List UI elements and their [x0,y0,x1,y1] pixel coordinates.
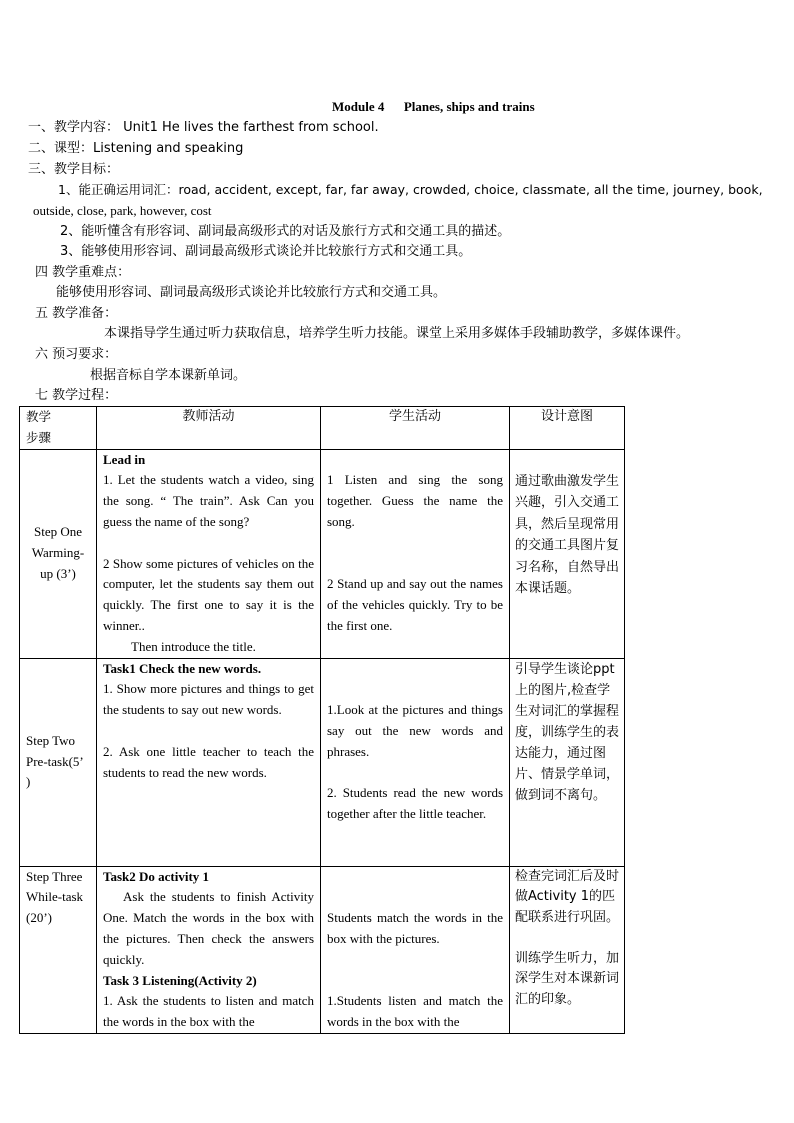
header-purpose: 设计意图 [510,407,625,450]
step-cell: Step Three While-task (20’) [20,866,97,1033]
section-preview-text: 根据音标自学本课新单词。 [90,368,247,383]
goal-1-line-1: 1、能正确运用词汇：road, accident, except, far, far away, crowded, choice, classmate, all the time, journey, book, [58,182,763,197]
section-process-heading: 七 教学过程： [35,388,118,403]
teacher-activity-2: 2. Ask one little teacher to teach the students to read the new words. [103,743,314,780]
section-key-points-heading: 四 教学重难点： [35,265,131,280]
purpose-cell: 通过歌曲激发学生兴趣，引入交通工具，然后呈现常用的交通工具图片复习名称，自然导出本课话题。 [510,449,625,658]
student-activity-2: 2 Stand up and say out the names of the vehicles quickly. Try to be the first one. [327,576,503,633]
module-title: Module 4 Planes, ships and trains [332,99,535,114]
student-activity-1: Students match the words in the box with the pictures. [327,910,503,946]
task-label: Task1 Check the new words. [103,660,262,676]
header-student: 学生活动 [321,407,510,450]
teacher-activity-1: 1. Show more pictures and things to get the students to say out new words. [103,681,314,718]
header-teacher: 教师活动 [97,407,321,450]
teacher-activity-1: Ask the students to finish Activity One. Match the words in the box with the pictures. Then check the answers quickly. [103,889,314,967]
student-cell [321,658,510,866]
section-preview-heading: 六 预习要求： [35,347,118,362]
task-label: Lead in [103,451,146,467]
student-activity-1: 1.Look at the pictures and things say out the new words and phrases. [327,702,503,759]
section-preparation-heading: 五 教学准备： [35,306,118,321]
goal-2: 2、能听懂含有形容词、副词最高级形式的对话及旅行方式和交通工具的描述。 [60,224,511,239]
student-activity-2: 1.Students listen and match the words in the box with the [327,993,503,1030]
teacher-cell [97,449,321,658]
student-activity-2: 2. Students read the new words together after the little teacher. [327,785,503,822]
teacher-activity-3: Then introduce the title. [131,638,256,654]
purpose-text-2: 训练学生听力，加深学生对本课新词汇的印象。 [515,950,620,1007]
table-row [20,658,625,866]
header-step: 教学 步骤 [20,407,97,450]
purpose-cell [510,866,625,1033]
step-cell: Step Two Pre-task(5’ ) [20,658,97,866]
section-key-points-text: 能够使用形容词、副词最高级形式谈论并比较旅行方式和交通工具。 [56,285,447,300]
table-row [20,449,625,658]
task-label: Task2 Do activity 1 [103,868,210,884]
section-content: 一、教学内容： Unit1 He lives the farthest from school. [28,120,379,135]
purpose-text-1: 检查完词汇后及时做Activity 1的匹配联系进行巩固。 [515,868,620,925]
section-preparation-text: 本课指导学生通过听力获取信息，培养学生听力技能。课堂上采用多媒体手段辅助教学，多媒体课件。 [104,326,690,341]
table-row [20,866,625,1033]
goal-1-line-2: outside, close, park, however, cost [33,203,212,218]
step-cell: Step One Warming- up (3’) [20,449,97,658]
teacher-cell [97,866,321,1033]
student-activity-1: 1 Listen and sing the song together. Guess the name the song. [327,472,503,529]
teacher-activity-2: 1. Ask the students to listen and match the words in the box with the [103,993,314,1030]
table-header-row [20,407,625,450]
teacher-activity-2: 2 Show some pictures of vehicles on the computer, let the students say them out quickly. The first one to say it is the winner.. [103,555,314,633]
teacher-activity-1: 1. Let the students watch a video, sing the song. “ The train”. Ask Can you guess the name of the song? [103,472,314,529]
section-lesson-type: 二、课型：Listening and speaking [28,141,244,156]
lesson-process-table [19,406,625,1034]
goal-3: 3、能够使用形容词、副词最高级形式谈论并比较旅行方式和交通工具。 [60,244,472,259]
teacher-cell [97,658,321,866]
task-label-2: Task 3 Listening(Activity 2) [103,972,257,988]
purpose-cell: 引导学生谈论ppt上的图片,检查学生对词汇的掌握程度，训练学生的表达能力，通过图片、情景学单词，做到词不离句。 [510,658,625,866]
student-cell [321,866,510,1033]
student-cell [321,449,510,658]
section-goals-heading: 三、教学目标： [28,162,120,177]
